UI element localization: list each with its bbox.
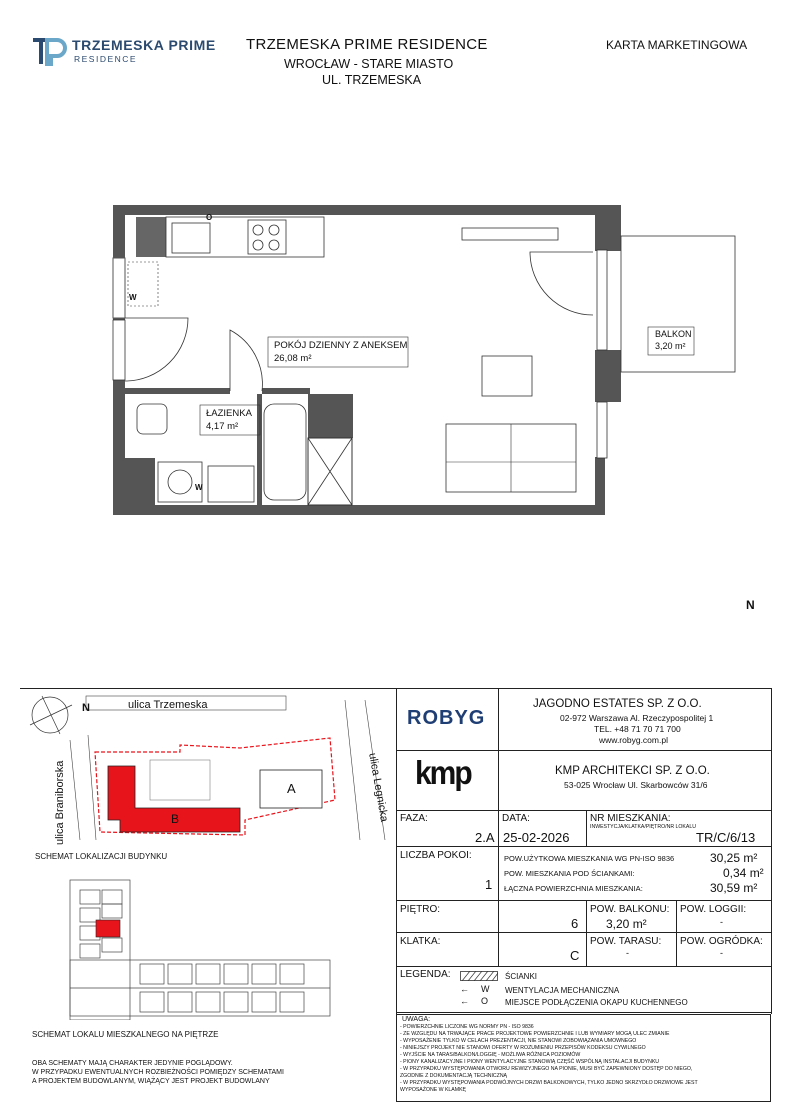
note-line-2: - ZE WZGLĘDU NA TRWAJĄCE PRACE PROJEKTOWE POWIERZCHNIE I LUB WYMIARY MOGĄ ULEC ZMIANIE <box>400 1031 670 1037</box>
building-a-label: A <box>287 781 296 796</box>
robyg-website: www.robyg.com.pl <box>599 735 668 745</box>
hood-mark: O <box>206 213 213 222</box>
floor-label: PIĘTRO: <box>400 904 441 915</box>
note-line-6: - PIONY KANALIZACYJNE I PIONY WENTYLACYJNE STANOWIĄ CZĘŚĆ WSPÓLNĄ INSTALACJI BUDYNKU <box>400 1059 660 1065</box>
table-top <box>396 810 772 811</box>
legend-walls-swatch <box>460 971 498 981</box>
disclaimer-line-1: OBA SCHEMATY MAJĄ CHARAKTER JEDYNIE POGLĄDOWY. <box>32 1060 233 1067</box>
building-b-label: B <box>171 812 180 826</box>
faza-label: FAZA: <box>400 813 428 824</box>
robyg-phone: TEL. +48 71 70 71 700 <box>594 724 681 734</box>
location-map <box>20 690 396 840</box>
stair-value: C <box>570 948 580 963</box>
nr-value: TR/C/6/13 <box>696 830 756 845</box>
note-line-10: WYPOSAŻONE W KLAMKĘ <box>400 1087 467 1093</box>
kmp-logo: kmp <box>415 755 471 792</box>
note-line-7: - W PRZYPADKU WYSTĘPOWANIA OTWORU REWIZYJNEGO NA PIONIE, MUSI BYĆ ZAPEWNIONY DOSTĘP DO NIEGO, <box>400 1066 693 1072</box>
area-total-label: ŁĄCZNA POWIERZCHNIA MIESZKANIA: <box>504 884 643 893</box>
rooms-value: 1 <box>485 877 493 892</box>
table-row-3 <box>396 932 772 933</box>
data-label: DATA: <box>502 813 530 824</box>
area-total-value: 30,59 m² <box>710 881 758 895</box>
location-caption: SCHEMAT LOKALIZACJI BUDYNKU <box>35 852 168 861</box>
street-top-label: ulica Trzemeska <box>128 699 208 711</box>
brand-sub: RESIDENCE <box>74 54 138 64</box>
data-value: 25-02-2026 <box>503 830 570 845</box>
faza-value: 2.A <box>475 830 495 845</box>
disclaimer-line-2: W PRZYPADKU EWENTUALNYCH ROZBIEŻNOŚCI POMIĘDZY SCHEMATAMI <box>32 1069 284 1076</box>
bathroom-label: ŁAZIENKA <box>206 408 252 419</box>
table-row-1 <box>396 846 772 847</box>
stair-label: KLATKA: <box>400 936 441 947</box>
city-subtitle: WROCŁAW - STARE MIASTO <box>284 57 454 71</box>
table-col-1b <box>498 846 499 966</box>
street-subtitle: UL. TRZEMESKA <box>322 73 422 87</box>
legend-hood: MIEJSCE PODŁĄCZENIA OKAPU KUCHENNEGO <box>505 998 688 1007</box>
floor-scheme <box>60 872 340 1020</box>
balcony-area-value: 3,20 m² <box>606 917 647 931</box>
living-room-area: 26,08 m² <box>274 353 312 364</box>
map-compass-label: N <box>82 702 90 714</box>
page-title: TRZEMESKA PRIME RESIDENCE <box>246 36 488 53</box>
bathroom-area: 4,17 m² <box>206 421 239 432</box>
brand-logo <box>33 36 67 66</box>
note-line-4: - NINIEJSZY PROJEKT NIE STANOWI OFERTY W ROZUMIENIU PRZEPISÓW KODEKSU CYWILNEGO <box>400 1045 646 1051</box>
robyg-company-name: JAGODNO ESTATES SP. Z O.O. <box>533 698 702 710</box>
street-right-label: ulica Legnicka <box>366 752 391 823</box>
legend-label: LEGENDA: <box>400 969 451 980</box>
note-line-3: - WYPOSAŻENIE TYLKO W CELACH PREZENTACJI, NIE STANOWI ZOBOWIĄZANIA UMOWNEGO <box>400 1038 637 1044</box>
area-slope-value: 0,34 m² <box>723 866 764 880</box>
rooms-label: LICZBA POKOI: <box>400 850 472 861</box>
plan-compass-label: N <box>746 598 755 612</box>
legend-vent: WENTYLACJA MECHANICZNA <box>505 986 620 995</box>
street-left-label: ulica Braniborska <box>54 760 66 845</box>
legend-vent-arrow: ← <box>460 984 469 994</box>
note-line-9: - W PRZYPADKU WYSTĘPOWANIA PODWÓJNYCH DRZWI BALKONOWYCH, TYLKO JEDNO SKRZYDŁO DRZWIOWE JEST <box>400 1080 698 1086</box>
floor-scheme-caption: SCHEMAT LOKALU MIESZKALNEGO NA PIĘTRZE <box>32 1030 219 1039</box>
note-line-8: ZGODNIE Z DOKUMENTACJĄ TECHNICZNĄ <box>400 1073 508 1079</box>
notes-title: UWAGA: <box>402 1016 431 1023</box>
vent-mark-bath: W <box>195 483 203 492</box>
area-usable-value: 30,25 m² <box>710 851 758 865</box>
note-line-5: - WYJŚCIE NA TARAS/BALKON/LOGGIĘ - MOŻLIWA RÓŻNICA POZIOMÓW <box>400 1052 581 1058</box>
area-slope-label: POW. MIESZKANIA POD ŚCIANKAMI: <box>504 869 635 878</box>
garden-label: POW. OGRÓDKA: <box>680 936 763 947</box>
kmp-company-name: KMP ARCHITEKCI SP. Z O.O. <box>555 765 710 777</box>
brand-name: TRZEMESKA PRIME <box>72 37 216 53</box>
garden-value: - <box>720 948 723 958</box>
disclaimer-line-3: A PROJEKTEM BUDOWLANYM, WIĄŻĄCY JEST PROJEKT BUDOWLANY <box>32 1078 270 1085</box>
nr-sub-label: INWESTYCJA/KLATKA/PIĘTRO/NR LOKALU <box>590 824 696 830</box>
legend-hood-arrow: ← <box>460 996 469 1006</box>
vent-mark-kitchen: W <box>129 293 137 302</box>
logo-divider <box>498 688 499 810</box>
legend-walls: ŚCIANKI <box>505 972 538 981</box>
area-usable-label: POW.UŻYTKOWA MIESZKANIA WG PN-ISO 9836 <box>504 854 675 863</box>
card-label: KARTA MARKETINGOWA <box>606 38 748 52</box>
table-col-2b <box>586 900 587 966</box>
loggia-value: - <box>720 917 723 927</box>
terrace-value: - <box>626 948 629 958</box>
floor-plan <box>0 190 792 530</box>
table-col-3b <box>676 900 677 966</box>
living-room-label: POKÓJ DZIENNY Z ANEKSEM <box>274 340 408 351</box>
nr-label: NR MIESZKANIA: <box>590 813 671 824</box>
table-col-1 <box>498 810 499 846</box>
balcony-label: BALKON <box>655 329 692 339</box>
table-row-5 <box>396 1012 772 1013</box>
legend-hood-mark: O <box>481 996 489 1006</box>
table-row-4 <box>396 966 772 967</box>
note-line-1: - POWIERZCHNIE LICZONE WG NORMY PN - ISO 9836 <box>400 1024 534 1030</box>
terrace-label: POW. TARASU: <box>590 936 662 947</box>
legend-vent-mark: W <box>481 984 490 994</box>
kmp-address: 53-025 Wrocław Ul. Skarbowców 31/6 <box>564 780 708 790</box>
company-divider <box>396 750 772 751</box>
floor-value: 6 <box>571 916 579 931</box>
balcony-area: 3,20 m² <box>655 341 686 351</box>
robyg-address: 02-972 Warszawa Al. Rzeczypospolitej 1 <box>560 713 714 723</box>
loggia-label: POW. LOGGII: <box>680 904 747 915</box>
robyg-logo: ROBYG <box>407 707 486 729</box>
table-row-2 <box>396 900 772 901</box>
balcony-area-label: POW. BALKONU: <box>590 904 670 915</box>
table-col-2 <box>586 810 587 846</box>
